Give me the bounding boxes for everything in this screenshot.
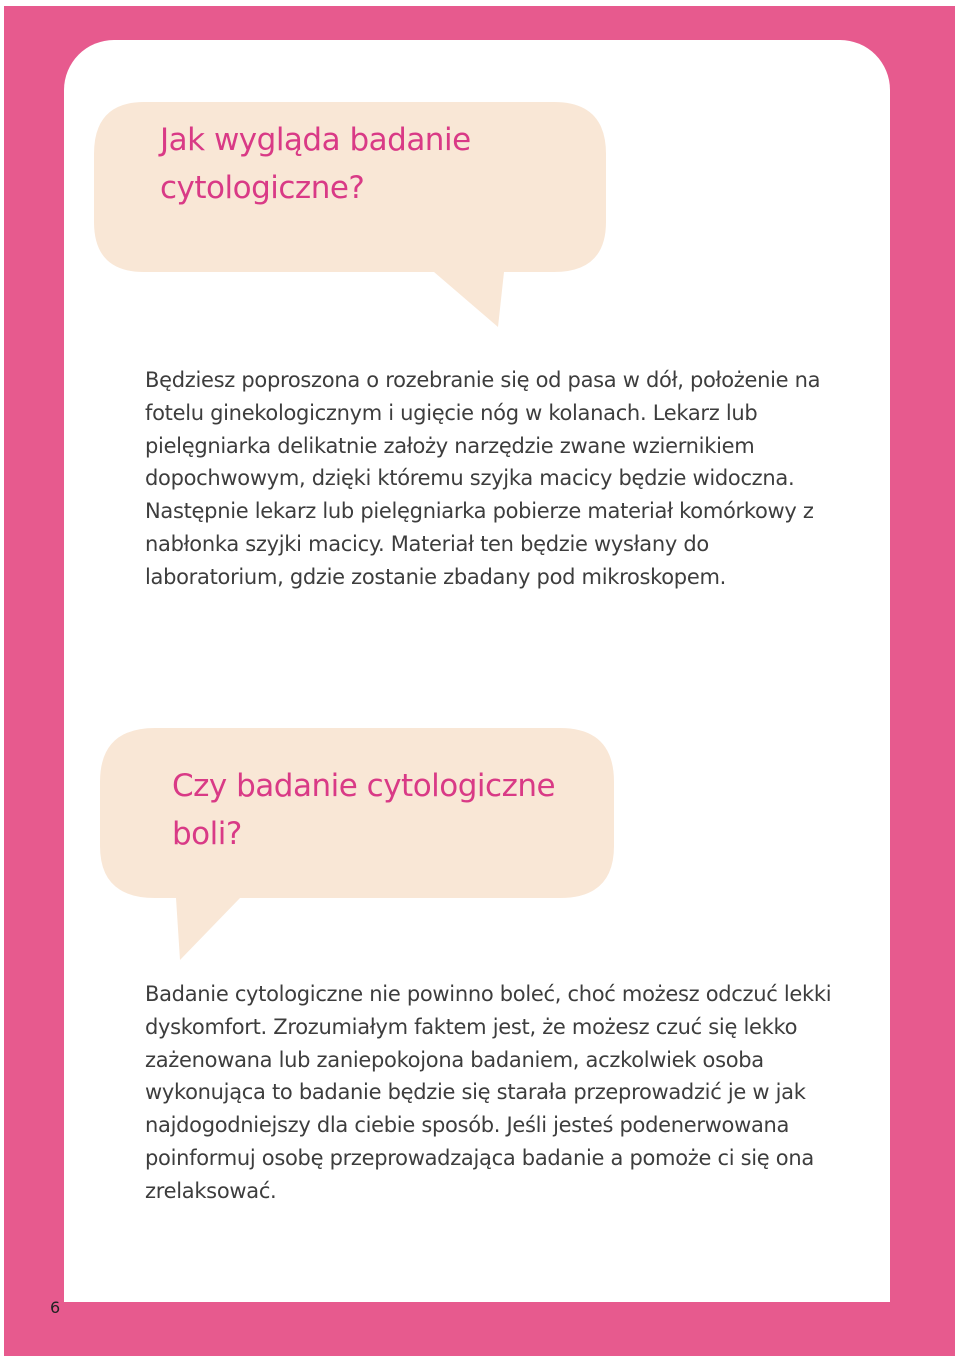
page-number: 6 xyxy=(50,1298,61,1317)
speech-bubble-2 xyxy=(100,728,614,960)
section-heading-2: Czy badanie cytologiczne boli? xyxy=(172,768,556,852)
section-heading-1: Jak wygląda badanie cytologiczne? xyxy=(160,122,471,206)
speech-bubble-1 xyxy=(94,102,606,327)
section-body-1: Będziesz poproszona o rozebranie się od pasa w dół, położenie na fotelu ginekologicznym i ugięcie nóg w kolanach. Lekarz lub pielęgniarka delikatnie założy narzędzie zwane wziernikiem dopochwowym, dzięki któremu szyjka macicy będzie widoczna. Następnie lekarz lub pielęgniarka pobierze materiał komórkowy z nabłonka szyjki macicy. Materiał ten będzie wysłany do laboratorium, gdzie zostanie zbadany pod mikroskopem. xyxy=(145,368,821,589)
section-body-2: Badanie cytologiczne nie powinno boleć, choć możesz odczuć lekki dyskomfort. Zrozumiałym faktem jest, że możesz czuć się lekko zażenowana lub zaniepokojona badaniem, aczkolwiek osoba wykonująca to badanie będzie się starała przeprowadzić je w jak najdogodniejszy dla ciebie sposób. Jeśli jesteś podenerwowana poinformuj osobę przeprowadzająca badanie a pomoże ci się ona zrelaksować. xyxy=(145,982,832,1203)
